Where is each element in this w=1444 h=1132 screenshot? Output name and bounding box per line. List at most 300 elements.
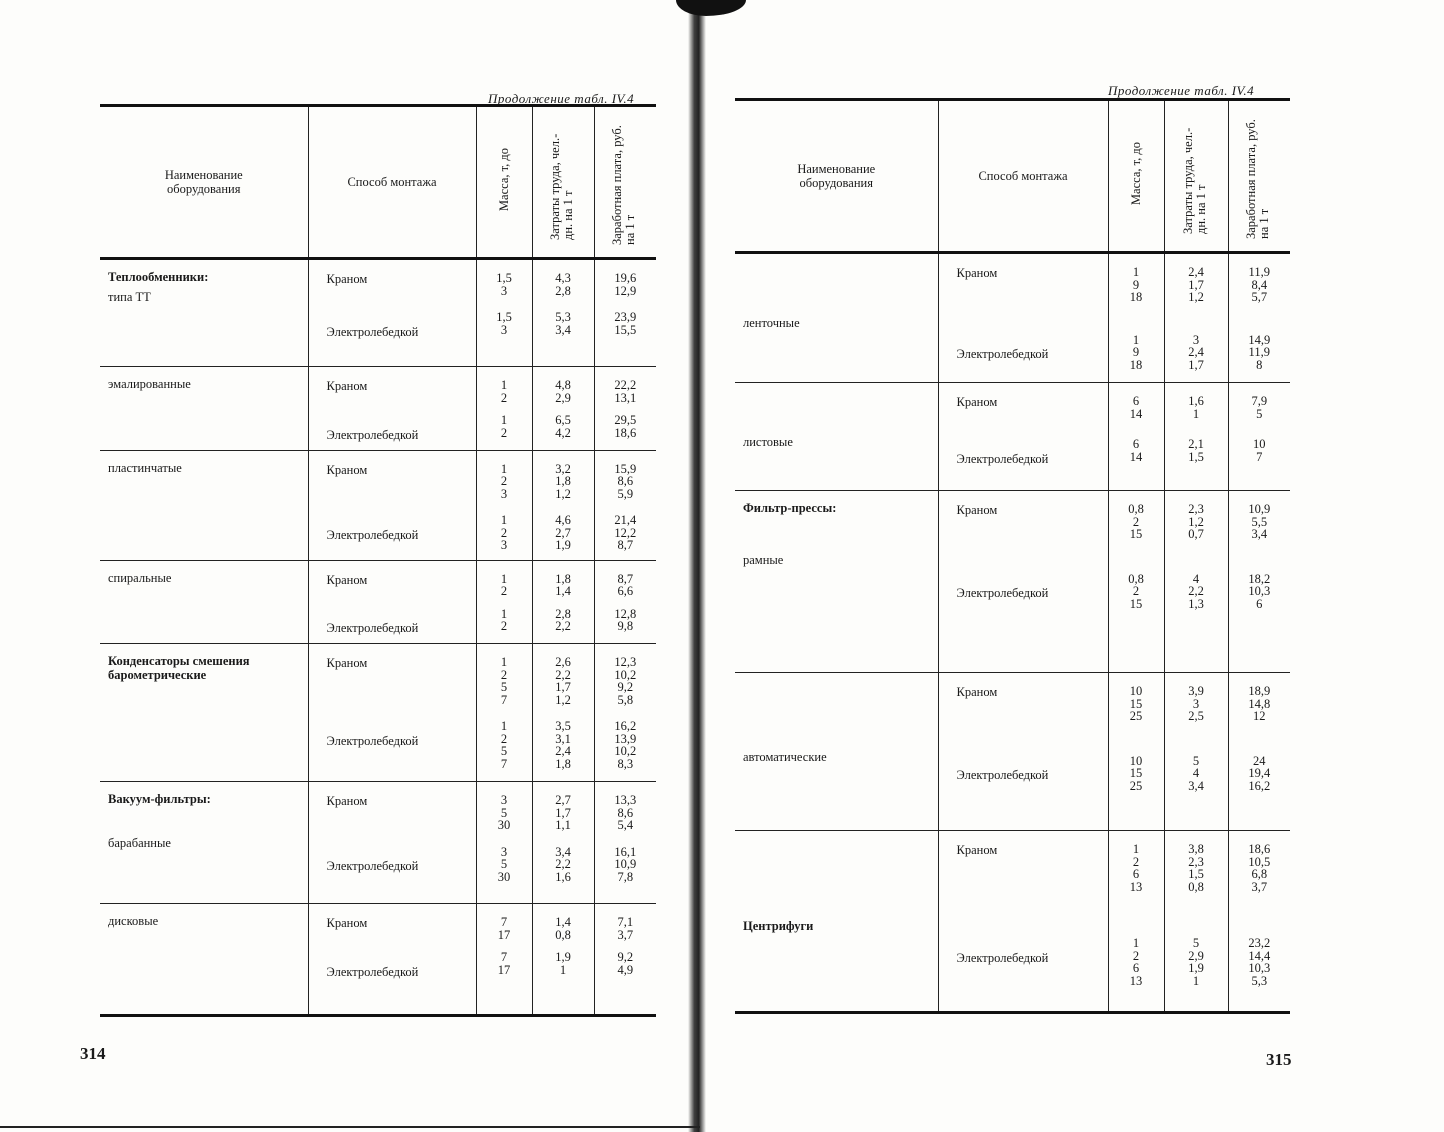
mass-value: 1 — [500, 413, 508, 427]
mass-value: 1 — [500, 606, 508, 621]
equipment-name-text: Теплообменники: — [108, 270, 209, 284]
labor-value: 3,5 — [555, 719, 571, 733]
wage-values — [594, 560, 656, 644]
wage-value: 5,3 — [1251, 973, 1268, 988]
equipment-name-text: Вакуум-фильтры: — [108, 792, 211, 806]
table-row — [735, 831, 1290, 1013]
page-bottom-edge — [0, 1126, 700, 1128]
labor-value: 1,8 — [555, 474, 571, 488]
mass-value: 2 — [500, 731, 508, 746]
labor-value: 2,4 — [555, 744, 571, 758]
mass-value: 3 — [500, 486, 508, 501]
mass-value: 3 — [500, 322, 508, 337]
equipment-name-text: эмалированные — [108, 377, 191, 391]
labor-value: 2,1 — [1188, 437, 1204, 451]
labor-value: 1,2 — [1188, 514, 1204, 529]
table-row — [735, 253, 1290, 383]
labor-values — [1164, 491, 1228, 673]
wage-value: 14,8 — [1248, 696, 1271, 711]
mass-value: 17 — [497, 962, 511, 977]
wage-value: 18,6 — [1248, 842, 1271, 856]
labor-values — [1164, 253, 1228, 383]
wage-value: 8,6 — [617, 474, 634, 488]
mass-value: 5 — [500, 805, 508, 820]
wage-values — [1228, 831, 1290, 1013]
mass-value: 1 — [500, 655, 508, 669]
mounting-method — [938, 253, 1108, 383]
header-wage: Заработная плата, руб. на 1 т — [1228, 100, 1290, 253]
equipment-name — [100, 644, 308, 782]
mass-value: 5 — [500, 680, 508, 694]
labor-value: 3,2 — [555, 461, 571, 476]
mass-value: 3 — [500, 844, 508, 859]
method-label: Краном — [326, 656, 368, 670]
mass-value: 13 — [1129, 879, 1143, 894]
mass-value: 3 — [500, 538, 508, 552]
wage-value: 18,2 — [1248, 571, 1271, 586]
wage-value: 19,4 — [1248, 766, 1271, 780]
equipment-name-text: ленточные — [743, 316, 800, 330]
labor-value: 1,8 — [555, 571, 571, 586]
method-label: Краном — [326, 572, 368, 587]
mass-value: 2 — [500, 425, 508, 440]
wage-value: 12,2 — [614, 525, 637, 540]
wage-value: 10,2 — [614, 667, 637, 682]
equipment-name — [735, 673, 938, 831]
method-label: Краном — [956, 395, 998, 409]
wage-value: 8,3 — [617, 756, 634, 771]
wage-value: 7,1 — [617, 915, 634, 929]
mass-values — [476, 367, 532, 451]
equipment-name-text: Конденсаторы смешения барометрические — [108, 654, 250, 682]
wage-value: 11,9 — [1248, 345, 1270, 359]
wage-value: 8,4 — [1251, 277, 1268, 292]
mass-value: 5 — [500, 857, 508, 871]
labor-values — [532, 904, 594, 1016]
table-row — [100, 782, 656, 904]
wage-value: 9,2 — [617, 950, 634, 964]
labor-value: 1 — [1192, 973, 1200, 988]
mass-value: 10 — [1129, 753, 1143, 768]
wage-value: 18,6 — [614, 425, 637, 440]
method-label: Краном — [956, 685, 998, 699]
wage-value: 23,9 — [614, 310, 637, 324]
mass-value: 2 — [500, 390, 508, 405]
wage-value: 13,1 — [614, 390, 637, 405]
labor-value: 1,6 — [555, 869, 571, 884]
wage-value: 6,8 — [1251, 867, 1268, 881]
labor-value: 4 — [1192, 571, 1200, 586]
labor-value: 1,2 — [555, 486, 571, 501]
labor-value: 3,1 — [555, 731, 571, 746]
labor-value: 3,9 — [1188, 684, 1204, 698]
equipment-name — [100, 450, 308, 560]
wage-value: 3,7 — [1251, 879, 1268, 894]
method-label: Электролебедкой — [326, 964, 419, 979]
labor-value: 2,8 — [555, 606, 571, 621]
labor-values — [532, 259, 594, 367]
labor-value: 0,8 — [555, 927, 571, 942]
equipment-name — [735, 383, 938, 491]
equipment-name — [100, 259, 308, 367]
wage-value: 10,3 — [1248, 584, 1271, 598]
mass-value: 10 — [1129, 684, 1143, 698]
mass-value: 6 — [1132, 867, 1140, 881]
mass-values — [1108, 673, 1164, 831]
header-mass: Масса, т, до — [1108, 100, 1164, 253]
wage-value: 8,7 — [617, 538, 634, 552]
labor-value: 2,7 — [555, 793, 571, 807]
table-caption-left: Продолжение табл. IV.4 — [488, 91, 635, 106]
mass-value: 15 — [1129, 766, 1143, 780]
mass-value: 30 — [497, 869, 511, 884]
labor-value: 1 — [559, 962, 567, 977]
mounting-method — [308, 259, 476, 367]
labor-value: 1,6 — [1188, 394, 1204, 408]
labor-values — [532, 560, 594, 644]
labor-value: 6,5 — [555, 413, 571, 427]
table-right — [735, 98, 1290, 1014]
page-number-right: 315 — [1266, 1050, 1292, 1069]
mass-value: 1 — [500, 378, 508, 392]
mass-values — [476, 560, 532, 644]
labor-value: 2,4 — [1188, 265, 1204, 279]
wage-values — [594, 367, 656, 451]
wage-value: 12,8 — [614, 606, 637, 621]
labor-value: 1,2 — [555, 692, 571, 707]
wage-value: 15,5 — [614, 322, 637, 337]
mass-values — [1108, 831, 1164, 1013]
labor-value: 2,7 — [555, 525, 571, 540]
equipment-name — [735, 491, 938, 673]
method-label: Электролебедкой — [326, 427, 419, 442]
mass-value: 15 — [1129, 696, 1143, 711]
method-label: Краном — [326, 379, 368, 393]
wage-value: 12 — [1253, 709, 1266, 723]
table-row — [100, 367, 656, 451]
wage-value: 10,9 — [614, 857, 637, 871]
mass-value: 2 — [1132, 854, 1140, 869]
mass-value: 2 — [500, 584, 508, 598]
method-label: Краном — [956, 843, 998, 857]
method-label: Краном — [956, 503, 998, 517]
labor-value: 1,7 — [555, 680, 571, 694]
mass-value: 1 — [1132, 332, 1140, 347]
wage-value: 8,6 — [617, 805, 634, 820]
mass-value: 7 — [500, 950, 508, 964]
labor-value: 5 — [1192, 936, 1200, 950]
method-label: Краном — [326, 462, 368, 477]
labor-value: 0,8 — [1188, 879, 1204, 894]
equipment-name-text: Центрифуги — [743, 919, 814, 933]
method-label: Электролебедкой — [956, 768, 1049, 782]
wage-value: 5,4 — [617, 818, 634, 832]
mass-value: 2 — [500, 619, 508, 633]
mass-value: 6 — [1132, 437, 1140, 451]
equipment-name — [100, 904, 308, 1016]
equipment-name-text: автоматические — [743, 749, 827, 764]
equipment-subname: типа ТТ — [108, 290, 151, 304]
mounting-method — [938, 383, 1108, 491]
mass-value: 17 — [497, 927, 511, 942]
method-label: Краном — [326, 272, 368, 286]
labor-value: 3,8 — [1188, 842, 1204, 856]
labor-value: 4,6 — [555, 513, 571, 527]
labor-value: 1,7 — [555, 805, 571, 820]
labor-value: 2,6 — [555, 655, 571, 669]
wage-value: 13,3 — [614, 793, 637, 807]
equipment-name-text: пластинчатые — [108, 460, 182, 475]
method-label: Электролебедкой — [326, 527, 419, 542]
wage-value: 24 — [1253, 753, 1266, 768]
wage-value: 11,9 — [1248, 265, 1270, 279]
method-label: Электролебедкой — [326, 324, 419, 339]
labor-value: 5 — [1192, 753, 1200, 768]
wage-value: 8,7 — [617, 571, 634, 586]
method-label: Электролебедкой — [326, 733, 419, 748]
labor-value: 1,4 — [555, 915, 571, 929]
mass-values — [1108, 253, 1164, 383]
mass-value: 18 — [1129, 290, 1143, 304]
mounting-method — [938, 831, 1108, 1013]
labor-values — [1164, 383, 1228, 491]
mass-value: 1 — [500, 461, 508, 476]
wage-value: 6,6 — [617, 584, 634, 598]
table-row — [100, 644, 656, 782]
labor-value: 2,3 — [1188, 854, 1204, 869]
method-label: Краном — [326, 794, 368, 808]
mass-value: 14 — [1129, 449, 1143, 464]
labor-values — [532, 644, 594, 782]
labor-value: 2,5 — [1188, 709, 1204, 723]
mass-value: 13 — [1129, 973, 1143, 988]
mass-value: 1 — [1132, 842, 1140, 856]
mass-value: 18 — [1129, 357, 1143, 372]
method-label: Электролебедкой — [326, 859, 419, 873]
mass-value: 0,8 — [1128, 502, 1144, 516]
labor-value: 3,4 — [1188, 778, 1204, 793]
labor-value: 3 — [1192, 696, 1200, 711]
wage-values — [594, 782, 656, 904]
labor-value: 1,9 — [1188, 961, 1204, 975]
wage-values — [594, 450, 656, 560]
wage-value: 10 — [1253, 437, 1266, 451]
wage-values — [1228, 673, 1290, 831]
wage-value: 7,8 — [617, 869, 634, 884]
labor-value: 1,9 — [555, 538, 571, 552]
mass-value: 2 — [500, 667, 508, 682]
wage-value: 5,5 — [1251, 514, 1268, 529]
equipment-name — [100, 367, 308, 451]
method-label: Краном — [956, 266, 998, 280]
labor-value: 1,4 — [555, 584, 571, 598]
mass-value: 9 — [1132, 277, 1140, 292]
mass-value: 5 — [500, 744, 508, 758]
labor-value: 1,5 — [1188, 449, 1204, 464]
mass-values — [476, 904, 532, 1016]
labor-values — [1164, 831, 1228, 1013]
mass-value: 2 — [1132, 948, 1140, 963]
labor-value: 2,4 — [1188, 345, 1204, 359]
header-method: Способ монтажа — [308, 106, 476, 259]
mass-values — [476, 259, 532, 367]
wage-value: 14,4 — [1248, 948, 1271, 963]
equipment-subname: барабанные — [108, 836, 171, 850]
mass-value: 9 — [1132, 345, 1140, 359]
labor-value: 0,7 — [1188, 527, 1204, 541]
wage-value: 16,2 — [1248, 778, 1271, 793]
labor-values — [532, 367, 594, 451]
mounting-method — [308, 560, 476, 644]
method-label: Краном — [326, 916, 368, 930]
header-method: Способ монтажа — [938, 100, 1108, 253]
wage-value: 5,9 — [617, 486, 634, 501]
wage-value: 7 — [1256, 449, 1263, 464]
method-label: Электролебедкой — [956, 950, 1049, 965]
wage-value: 29,5 — [614, 413, 637, 427]
wage-value: 10,3 — [1248, 961, 1271, 975]
header-mass: Масса, т, до — [476, 106, 532, 259]
labor-value: 2,8 — [555, 283, 571, 298]
table-row — [100, 904, 656, 1016]
labor-value: 1,7 — [1188, 357, 1204, 372]
mass-value: 2 — [500, 474, 508, 488]
wage-value: 3,7 — [617, 927, 634, 942]
wage-value: 9,2 — [617, 680, 634, 694]
table-caption-right: Продолжение табл. IV.4 — [1108, 83, 1255, 98]
table-row — [100, 450, 656, 560]
wage-values — [594, 644, 656, 782]
wage-value: 5 — [1256, 406, 1263, 421]
mass-value: 15 — [1129, 596, 1143, 611]
mass-value: 3 — [500, 283, 508, 298]
table-row — [100, 259, 656, 367]
labor-value: 3 — [1192, 332, 1200, 347]
method-label: Электролебедкой — [956, 451, 1049, 466]
wage-value: 10,5 — [1248, 854, 1271, 869]
mass-values — [1108, 383, 1164, 491]
wage-value: 6 — [1256, 596, 1263, 611]
wage-value: 23,2 — [1248, 936, 1271, 950]
wage-value: 13,9 — [614, 731, 637, 746]
mass-value: 1,5 — [496, 271, 512, 285]
mass-value: 6 — [1132, 394, 1140, 408]
table-row — [100, 560, 656, 644]
wage-value: 22,2 — [614, 378, 637, 392]
table-row — [735, 673, 1290, 831]
labor-value: 4 — [1192, 766, 1200, 780]
table-row — [735, 491, 1290, 673]
mass-value: 1 — [500, 571, 508, 586]
mounting-method — [938, 673, 1108, 831]
mounting-method — [938, 491, 1108, 673]
mounting-method — [308, 450, 476, 560]
wage-value: 14,9 — [1248, 332, 1271, 347]
labor-values — [532, 450, 594, 560]
mass-value: 2 — [1132, 514, 1140, 529]
mounting-method — [308, 644, 476, 782]
labor-value: 2,2 — [555, 619, 571, 633]
wage-value: 18,9 — [1248, 684, 1271, 698]
method-label: Электролебедкой — [956, 347, 1049, 361]
mass-value: 7 — [500, 692, 508, 707]
mass-value: 6 — [1132, 961, 1140, 975]
labor-value: 1,8 — [555, 756, 571, 771]
method-label: Электролебедкой — [326, 621, 419, 635]
mass-value: 25 — [1129, 778, 1143, 793]
mass-value: 7 — [500, 915, 508, 929]
header-labor: Затраты труда, чел.-дн. на 1 т — [532, 106, 594, 259]
equipment-name-text: листовые — [743, 434, 793, 449]
wage-value: 5,7 — [1251, 290, 1268, 304]
mass-values — [476, 782, 532, 904]
labor-value: 1,5 — [1188, 867, 1204, 881]
labor-value: 2,3 — [1188, 502, 1204, 516]
wage-value: 5,8 — [617, 692, 634, 707]
labor-value: 5,3 — [555, 310, 571, 324]
labor-value: 1,3 — [1188, 596, 1204, 611]
mounting-method — [308, 367, 476, 451]
labor-value: 1,9 — [555, 950, 571, 964]
wage-value: 16,1 — [614, 844, 637, 859]
header-name: Наименование оборудования — [735, 100, 938, 253]
table-row — [735, 383, 1290, 491]
labor-value: 1,2 — [1188, 290, 1204, 304]
mass-value: 2 — [500, 525, 508, 540]
mass-value: 15 — [1129, 527, 1143, 541]
labor-value: 1 — [1192, 406, 1200, 421]
labor-value: 2,2 — [1188, 584, 1204, 598]
labor-value: 4,2 — [555, 425, 571, 440]
labor-value: 2,9 — [1188, 948, 1204, 963]
table-left — [100, 104, 656, 1017]
wage-value: 9,8 — [617, 619, 634, 633]
equipment-name — [100, 560, 308, 644]
mass-values — [1108, 491, 1164, 673]
mass-value: 0,8 — [1128, 571, 1144, 586]
labor-value: 2,2 — [555, 667, 571, 682]
wage-value: 3,4 — [1251, 527, 1268, 541]
header-name: Наименование оборудования — [100, 106, 308, 259]
labor-values — [1164, 673, 1228, 831]
wage-value: 4,9 — [617, 962, 634, 977]
method-label: Электролебедкой — [956, 586, 1049, 600]
mass-value: 14 — [1129, 406, 1143, 421]
mass-value: 1,5 — [496, 310, 512, 324]
wage-value: 19,6 — [614, 271, 637, 285]
header-labor: Затраты труда, чел.-дн. на 1 т — [1164, 100, 1228, 253]
mass-value: 1 — [500, 513, 508, 527]
mass-value: 2 — [1132, 584, 1140, 598]
wage-values — [594, 904, 656, 1016]
labor-value: 4,8 — [555, 378, 571, 392]
mass-value: 1 — [1132, 265, 1140, 279]
mass-values — [476, 450, 532, 560]
mass-value: 1 — [1132, 936, 1140, 950]
wage-value: 12,3 — [614, 655, 637, 669]
wage-value: 7,9 — [1251, 394, 1268, 408]
labor-value: 2,9 — [555, 390, 571, 405]
wage-value: 8 — [1256, 357, 1263, 372]
page-number-left: 314 — [80, 1044, 106, 1063]
labor-value: 3,4 — [555, 322, 571, 337]
equipment-name — [735, 253, 938, 383]
labor-value: 1,7 — [1188, 277, 1204, 292]
wage-value: 21,4 — [614, 513, 637, 527]
wage-values — [1228, 383, 1290, 491]
wage-values — [1228, 253, 1290, 383]
header-wage: Заработная плата, руб. на 1 т — [594, 106, 656, 259]
